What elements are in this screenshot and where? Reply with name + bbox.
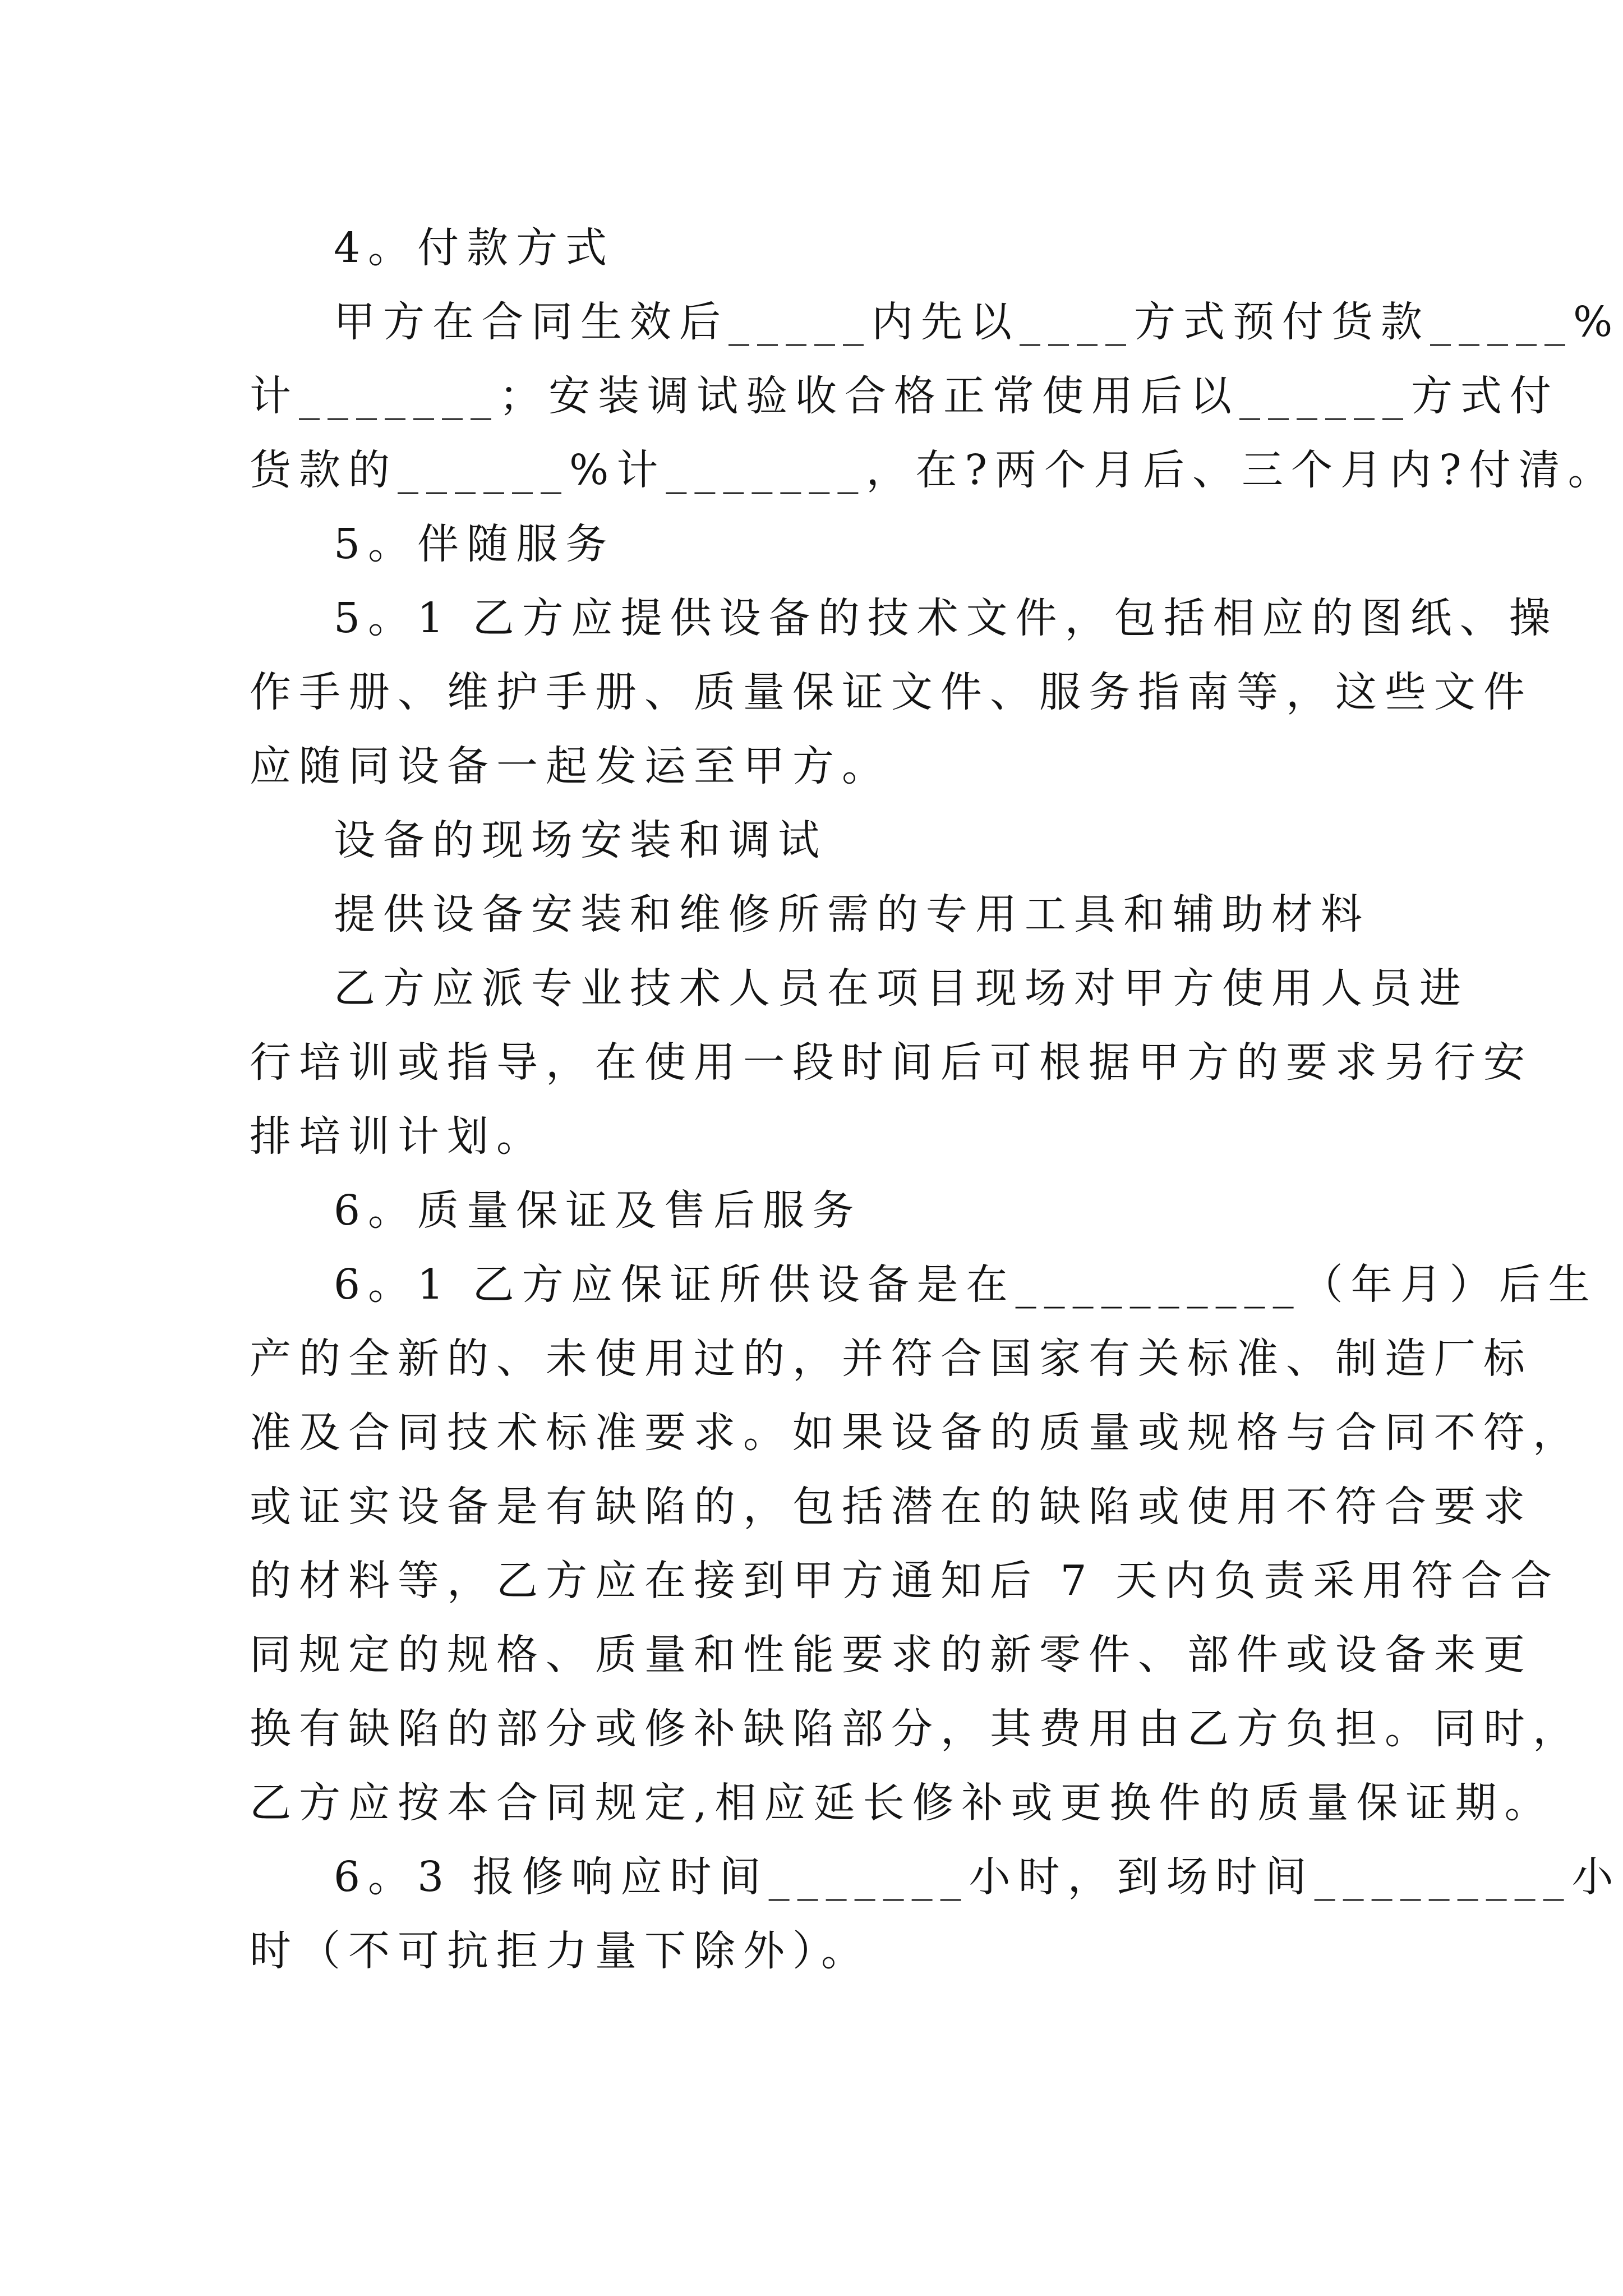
section-heading-payment: 4。付款方式 [334, 224, 615, 272]
section-heading-quality: 6。质量保证及售后服务 [334, 1186, 862, 1235]
paragraph-line: 或证实设备是有缺陷的，包括潜在的缺陷或使用不符合要求 [250, 1483, 1533, 1531]
paragraph-line: 换有缺陷的部分或修补缺陷部分，其费用由乙方负担。同时， [250, 1705, 1582, 1753]
paragraph-line: 的材料等，乙方应在接到甲方通知后 7 天内负责采用符合合 [250, 1557, 1560, 1605]
paragraph-line: 货款的______%计_______，在?两个月后、三个月内?付清。 [250, 446, 1617, 494]
paragraph-line: 准及合同技术标准要求。如果设备的质量或规格与合同不符， [250, 1409, 1582, 1457]
paragraph-line: 6。3 报修响应时间_______小时，到场时间_________小 [334, 1853, 1621, 1901]
paragraph-line: 同规定的规格、质量和性能要求的新零件、部件或设备来更 [250, 1631, 1533, 1679]
paragraph-line: 作手册、维护手册、质量保证文件、服务指南等，这些文件 [250, 668, 1533, 716]
paragraph-line: 甲方在合同生效后_____内先以____方式预付货款_____% [334, 298, 1621, 346]
paragraph-line: 乙方应派专业技术人员在项目现场对甲方使用人员进 [334, 964, 1469, 1013]
section-heading-service: 5。伴随服务 [334, 520, 615, 568]
paragraph-line: 行培训或指导，在使用一段时间后可根据甲方的要求另行安 [250, 1038, 1533, 1087]
paragraph-line: 乙方应按本合同规定,相应延长修补或更换件的质量保证期。 [250, 1779, 1554, 1827]
paragraph-line: 产的全新的、未使用过的，并符合国家有关标准、制造厂标 [250, 1335, 1533, 1383]
paragraph-line: 排培训计划。 [250, 1112, 546, 1161]
paragraph-line: 提供设备安装和维修所需的专用工具和辅助材料 [334, 890, 1370, 938]
paragraph-line: 5。1 乙方应提供设备的技术文件，包括相应的图纸、操 [334, 594, 1559, 642]
paragraph-line: 计_______；安装调试验收合格正常使用后以______方式付 [250, 372, 1559, 420]
paragraph-line: 时（不可抗拒力量下除外）。 [250, 1927, 870, 1975]
paragraph-line: 6。1 乙方应保证所供设备是在__________（年月）后生 [334, 1260, 1598, 1309]
paragraph-line: 应随同设备一起发运至甲方。 [250, 742, 891, 790]
paragraph-line: 设备的现场安装和调试 [334, 816, 827, 864]
